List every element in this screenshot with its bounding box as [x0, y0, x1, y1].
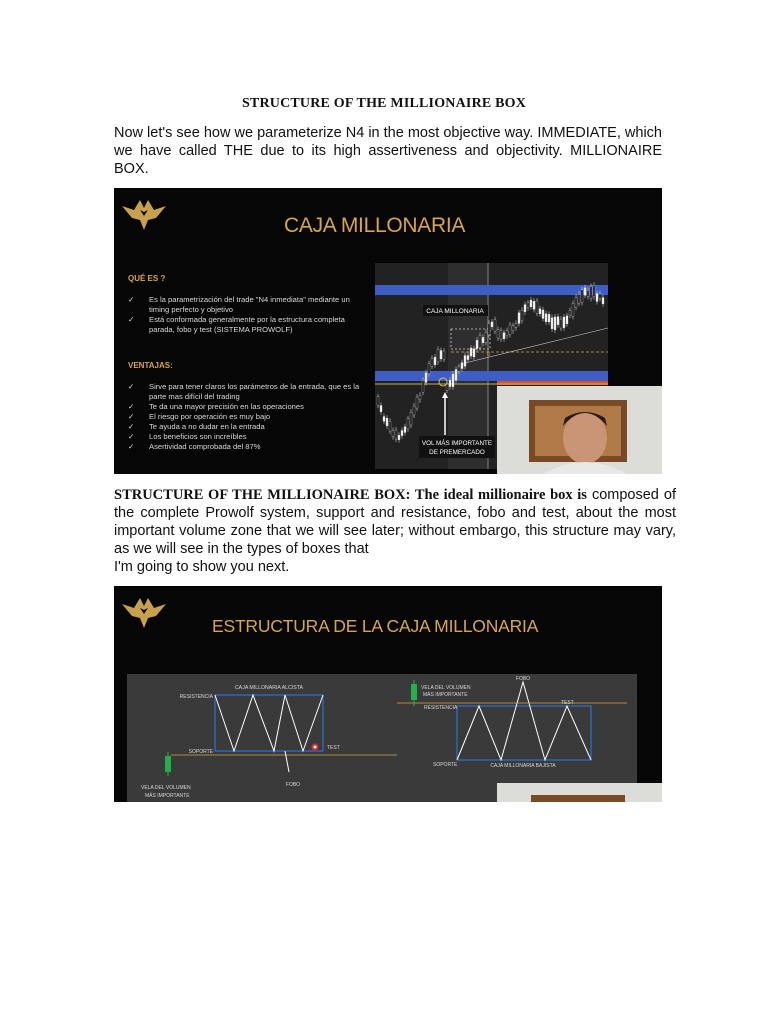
candle-body: [506, 331, 508, 336]
candle-body: [539, 309, 541, 314]
candle-body: [554, 317, 556, 330]
wolf-logo-icon: [120, 594, 168, 630]
structure-paragraph: [114, 486, 676, 576]
bearish-soporte-label: SOPORTE: [433, 762, 458, 768]
chart-vol-label-line1: VOL MÁS IMPORTANTE: [421, 440, 493, 447]
list-item: [128, 442, 368, 452]
slide-heading: ESTRUCTURA DE LA CAJA MILLONARIA: [212, 616, 539, 636]
candle-body: [542, 310, 544, 318]
candle-body: [431, 358, 433, 366]
list-item: [128, 295, 368, 315]
candle-body: [377, 397, 379, 405]
checkmark-icon: ✓: [128, 315, 135, 324]
candle-body: [593, 285, 595, 296]
list-item-text: El riesgo por operación es muy bajo: [149, 412, 271, 421]
checkmark-icon: ✓: [128, 295, 135, 304]
list-item: [128, 412, 368, 422]
candle-body: [419, 395, 421, 400]
candle-body: [380, 406, 382, 412]
candle-body: [401, 430, 403, 435]
wolf-logo-icon: [120, 196, 168, 232]
list-item: [128, 422, 368, 432]
candle-body: [569, 311, 571, 315]
slide-heading: CAJA MILLONARIA: [284, 214, 466, 237]
candle-body: [473, 349, 475, 357]
presenter-face: [563, 412, 607, 464]
ventajas-title: VENTAJAS:: [128, 361, 173, 370]
structure-body: composed of the complete Prowolf system, support and resistance, fobo and test, about the most important volume zone that we will see later; without embargo, this structure may vary, as we will see in the types of boxes that: [114, 487, 676, 557]
candle-body: [533, 301, 535, 309]
candle-body: [461, 363, 463, 369]
candle-body: [434, 357, 436, 365]
candle-body: [602, 298, 604, 304]
candle-body: [512, 326, 514, 331]
candle-body: [467, 356, 469, 360]
candle-body: [443, 351, 445, 359]
list-item-text: Te ayuda a no dudar en la entrada: [149, 422, 265, 431]
chart-bottom-band: [375, 371, 608, 381]
presenter-webcam: [497, 386, 662, 474]
bearish-vela-label-1: VELA DEL VOLUMEN: [421, 685, 471, 691]
candle-body: [389, 421, 391, 431]
candle-body: [455, 369, 457, 380]
candle-body: [416, 397, 418, 408]
bullish-vela-label-2: MÁS IMPORTANTE: [145, 793, 190, 799]
slide-estructura: [114, 586, 662, 802]
candle-body: [536, 301, 538, 313]
candle-body: [545, 314, 547, 322]
candle-body: [383, 417, 385, 422]
candle-body: [584, 288, 586, 296]
candle-body: [494, 320, 496, 331]
checkmark-icon: ✓: [128, 382, 135, 391]
bullish-box-label: CAJA MILLONARIA ALCISTA: [235, 685, 303, 691]
candle-body: [428, 364, 430, 374]
list-item-text: Los beneficios son increíbles: [149, 432, 247, 441]
bullish-fobo-label: FOBO: [285, 782, 301, 788]
list-item: [128, 315, 368, 335]
candle-body: [599, 294, 601, 299]
checkmark-icon: ✓: [128, 442, 135, 451]
chart-box-label: CAJA MILLONARIA: [426, 308, 484, 315]
candle-body: [413, 406, 415, 415]
bearish-test-label: TEST: [561, 700, 574, 706]
candle-body: [470, 348, 472, 356]
candle-body: [482, 337, 484, 342]
candle-body: [452, 374, 454, 387]
wall-frame: [531, 795, 625, 802]
chart-vol-label-line2: DE PREMERCADO: [429, 449, 485, 456]
bullish-vela-label-1: VELA DEL VOLUMEN: [141, 785, 191, 791]
candle-body: [590, 286, 592, 298]
candle-body: [425, 373, 427, 382]
candle-body: [575, 297, 577, 307]
candle-body: [572, 303, 574, 316]
candle-body: [563, 317, 565, 328]
candle-body: [476, 340, 478, 348]
candle-body: [596, 294, 598, 302]
candle-body: [578, 294, 580, 303]
ventajas-list: [128, 382, 368, 452]
candle-body: [488, 323, 490, 334]
candle-body: [587, 290, 589, 296]
candle-body: [422, 380, 424, 392]
list-item: [128, 382, 368, 402]
list-item: [128, 432, 368, 442]
candle-body: [398, 435, 400, 439]
candle-body: [464, 356, 466, 367]
bullish-test-label: TEST: [327, 745, 340, 751]
candle-body: [410, 412, 412, 425]
checkmark-icon: ✓: [128, 422, 135, 431]
candle-body: [497, 330, 499, 338]
candle-body: [509, 325, 511, 335]
candle-body: [392, 430, 394, 436]
candle-body: [500, 331, 502, 339]
list-item-text: Es la parametrización del trade "N4 inmediata" mediante un timing perfecto y objetivo: [149, 295, 350, 314]
candle-body: [458, 367, 460, 371]
list-item-text: Te da una mayor precisión en las operaciones: [149, 402, 304, 411]
candle-body: [449, 380, 451, 386]
list-item-text: Sirve para tener claros los parámetros de la entrada, que es la parte mas difícil del trading: [149, 382, 360, 401]
candle-body: [548, 314, 550, 322]
candle-body: [404, 427, 406, 433]
structure-lead: STRUCTURE OF THE MILLIONAIRE BOX: The ideal millionaire box is: [114, 487, 587, 503]
slide-caja-millonaria: [114, 188, 662, 474]
candle-body: [407, 419, 409, 429]
que-es-title: QUÉ ES ?: [128, 274, 166, 283]
candle-body: [566, 316, 568, 324]
candle-body: [503, 333, 505, 339]
chart-top-band: [375, 285, 608, 295]
bearish-fobo-label: FOBO: [515, 676, 531, 682]
bearish-box-label: CAJA MILLONARIA BAJISTA: [490, 763, 556, 769]
candle-body: [518, 313, 520, 324]
candle-body: [485, 332, 487, 342]
bearish-vela-label-2: MÁS IMPORTANTE: [423, 692, 468, 698]
presenter-webcam: [497, 783, 662, 802]
bearish-resistencia-label: RESISTENCIA: [424, 705, 458, 711]
chart-level-marker: 0: [487, 352, 491, 358]
candle-body: [437, 349, 439, 362]
list-item-text: Asertividad comprobada del 87%: [149, 442, 261, 451]
checkmark-icon: ✓: [128, 412, 135, 421]
list-item: [128, 402, 368, 412]
candle-body: [527, 303, 529, 308]
candle-body: [557, 317, 559, 325]
candle-body: [479, 335, 481, 347]
candle-body: [560, 319, 562, 328]
candle-body: [440, 350, 442, 358]
candle-body: [524, 305, 526, 312]
candle-body: [395, 430, 397, 439]
checkmark-icon: ✓: [128, 432, 135, 441]
structure-tail: I'm going to show you next.: [114, 559, 290, 575]
document-title: STRUCTURE OF THE MILLIONAIRE BOX: [241, 96, 527, 111]
que-es-list: [128, 295, 368, 335]
candle-body: [581, 290, 583, 303]
candle-body: [551, 318, 553, 329]
intro-paragraph: Now let's see how we parameterize N4 in the most objective way. IMMEDIATE, which we have called THE due to its high assertiveness and objectivity. MILLIONAIRE BOX.: [114, 125, 662, 177]
bullish-resistencia-label: RESISTENCIA: [179, 694, 213, 700]
candle-body: [530, 300, 532, 307]
candle-body: [491, 322, 493, 327]
candle-body: [521, 310, 523, 320]
candle-body: [515, 323, 517, 327]
candle-body: [386, 418, 388, 426]
checkmark-icon: ✓: [128, 402, 135, 411]
bullish-soporte-label: SOPORTE: [188, 749, 213, 755]
list-item-text: Está conformada generalmente por la estructura completa parada, fobo y test (SISTEMA PROWOLF): [149, 315, 345, 334]
